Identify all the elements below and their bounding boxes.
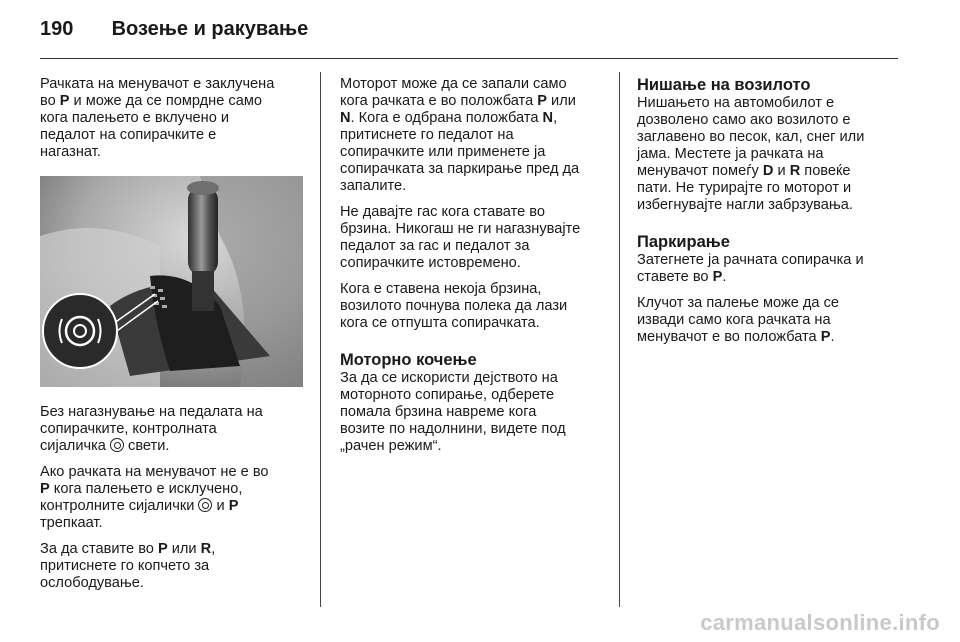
paragraph-no-gas: Не давајте гас кога ставате во брзина. Никогаш не ги нагазнувајте педалот за гас и педалот за сопирачките истовремено. <box>340 204 581 271</box>
column-divider-2 <box>619 72 620 607</box>
paragraph-key-removal: Клучот за палење може да се извади само кога рачката на менувачот е во положбата P. <box>637 295 840 345</box>
watermark-logo: carmanualsonline.info <box>700 610 940 635</box>
gear-lever-photo <box>40 176 303 387</box>
paragraph-engine-start: Моторот може да се запали само кога рачката е во положбата P или N. Кога е одбрана положбата N, притиснете го педалот на сопирачките или применете ја сопирачката за паркирање пред да запалите. <box>340 76 580 194</box>
brake-lamp-icon <box>110 438 124 452</box>
page-header <box>40 18 308 41</box>
paragraph-engine-braking: За да се искористи дејството на моторното сопирање, одберете помала брзина навреме кога возите по надолнини, видете под „рачен режим“. <box>340 370 566 454</box>
column-2 <box>340 76 608 464</box>
column-3 <box>637 76 907 355</box>
chapter-title: Возење и ракување <box>111 18 309 40</box>
heading-engine-braking: Моторно кочење <box>340 351 477 369</box>
header-rule <box>40 58 898 59</box>
paragraph-lamps-flash: Ако рачката на менувачот не е во P кога палењето е исклучено, контролните сијалички и P трепкаат. <box>40 464 269 531</box>
page-number: 190 <box>40 18 74 40</box>
paragraph-parking: Затегнете ја рачната сопирачка и ставете во P. <box>637 252 864 285</box>
paragraph-creep: Кога е ставена некоја брзина, возилото почнува полека да лази кога се отпушта сопирачката. <box>340 281 568 331</box>
column-1 <box>40 76 305 601</box>
paragraph-rocking: Нишањето на автомобилот е дозволено само ако возилото е заглавено во песок, кал, снег или јама. Местете ја рачката на менувачот помеѓу D и R повеќе пати. Не турирајте го моторот и избегнувајте нагли забрзувања. <box>637 95 865 213</box>
heading-parking: Паркирање <box>637 233 730 251</box>
heading-rocking: Нишање на возилото <box>637 76 811 94</box>
paragraph-lever-locked: Рачката на менувачот е заклучена во P и може да се помрдне само кога палењето е вклучено и педалот на сопирачките е нагазнат. <box>40 76 275 160</box>
column-divider-1 <box>320 72 321 607</box>
paragraph-lamp-lit: Без нагазнување на педалата на сопирачките, контролната сијаличка свети. <box>40 404 263 454</box>
paragraph-release-button: За да ставите во P или R, притиснете го копчето за ослободување. <box>40 541 216 591</box>
brake-lamp-icon <box>198 498 212 512</box>
